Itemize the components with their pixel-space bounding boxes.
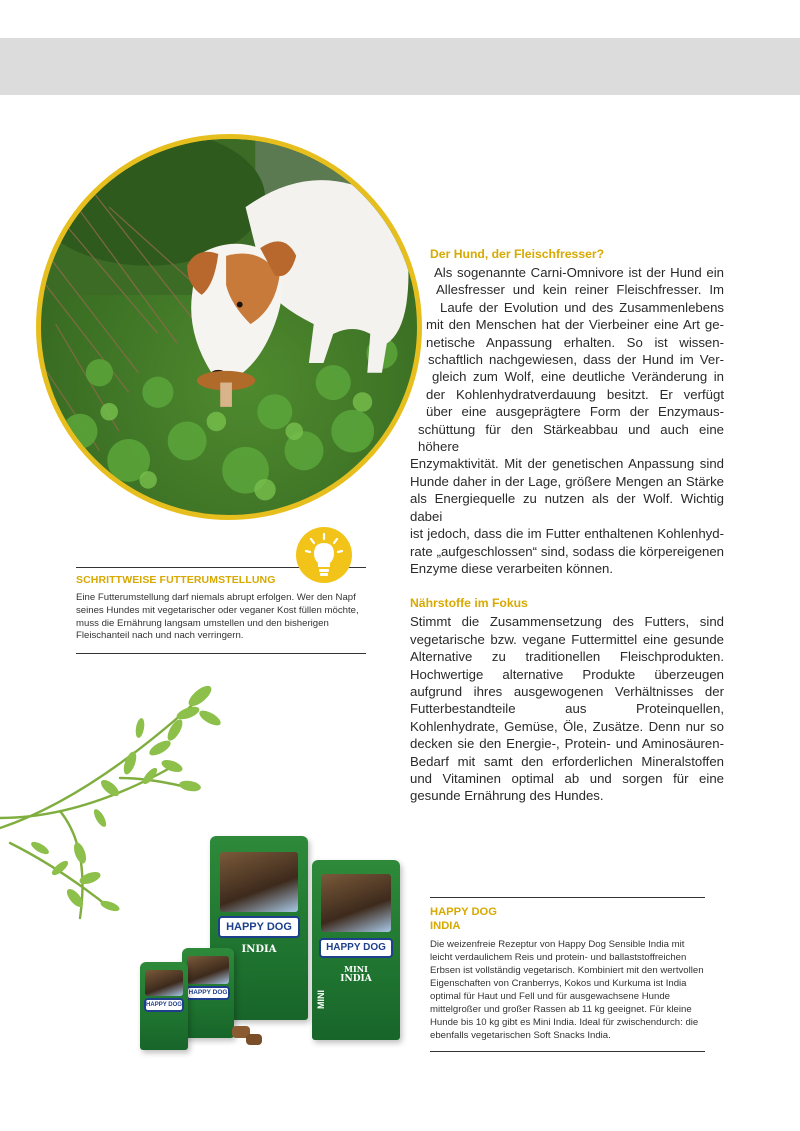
- main-article: [410, 246, 724, 805]
- snack-piece: [246, 1034, 262, 1045]
- product-title-brand: HAPPY DOG: [430, 906, 497, 918]
- heading-naehrstoffe: Nährstoffe im Fokus: [410, 596, 528, 611]
- article-line: Enzymaktivität. Mit der genetischen Anpassung sind: [410, 456, 724, 472]
- bag-variant-label: INDIA: [340, 974, 372, 984]
- product-bag-mini-india: [312, 860, 400, 1040]
- happy-dog-logo: HAPPY DOG: [144, 998, 184, 1012]
- tip-title: SCHRITTWEISE FUTTERUMSTELLUNG: [76, 574, 276, 586]
- paragraph-fleischfresser: [410, 264, 724, 577]
- product-bag-photo: [187, 956, 229, 984]
- article-line: gleich zum Wolf, eine deutliche Veränderung in: [432, 369, 724, 385]
- happy-dog-logo: HAPPY DOG: [319, 938, 393, 958]
- happy-dog-logo: HAPPY DOG: [186, 986, 230, 1000]
- product-snack-pouch: [140, 962, 188, 1050]
- article-line: Enzyme diese verarbeiten können.: [410, 560, 614, 576]
- happy-dog-india-products: [136, 830, 416, 1065]
- article-line: mit den Menschen hat der Vierbeiner eine Art ge-: [426, 317, 724, 333]
- header-band: [0, 38, 800, 95]
- article-line: schaftlich nachgewiesen, dass der Hund im Ver-: [428, 352, 724, 368]
- product-snack-pouch: [182, 948, 234, 1038]
- product-bag-photo: [220, 852, 298, 912]
- article-line: Hunde daher in der Lage, größere Mengen an Stärke: [410, 473, 724, 489]
- article-line: über eine ausgeprägtere Form der Enzymaus-: [426, 404, 724, 420]
- article-line: netische Anpassung erhalten. So ist wissen-: [426, 334, 724, 350]
- article-line: Allesfresser und kein reiner Fleischfresser. Im: [436, 282, 724, 298]
- bag-side-label: MINI: [316, 990, 326, 1009]
- tip-text: Eine Futterumstellung darf niemals abrupt erfolgen. Wer den Napf seines Hundes mit vegetarischer oder veganer Kost füllen möchte, muss die Ernährung langsam umstellen und den bisherigen Fleischanteil nach und nach verringern.: [76, 592, 359, 642]
- happy-dog-logo: HAPPY DOG: [218, 916, 300, 938]
- product-bag-photo: [145, 970, 183, 996]
- product-divider-top: [430, 897, 705, 898]
- dog-sniffing-mushroom-illustration: [41, 139, 417, 515]
- article-line: schüttung für den Stärkeabbau und auch eine höhere: [418, 421, 724, 455]
- product-title-variant: INDIA: [430, 920, 461, 932]
- paragraph-naehrstoffe: Stimmt die Zusammensetzung des Futters, sind vegetarische bzw. vegane Futtermittel eine gesunde Alternative zu traditionellen Fleischprodukten. Hochwertige alternative Produkte überzeugen aufgrund ihres ausgewogenen Verhältnisses der Futterbestandteile aus Proteinquellen, Kohlenhydrate, Gemüse, Öle, Zusätze. Denn nur so decken sie den Energie-, Protein- und Aminosäuren-Bedarf mit samt den erforderlichen Mineralstoffen und Vitaminen optimal ab und sorgen für eine gesunde Ernährung des Hundes.: [410, 614, 724, 804]
- product-divider-bottom: [430, 1051, 705, 1052]
- tip-divider-bottom: [76, 653, 366, 654]
- article-line: der Kohlenhydratverdauung besitzt. Er verfügt: [426, 386, 724, 402]
- article-line: als Energiequelle zu nutzen als der Wolf. Wichtig dabei: [410, 491, 724, 524]
- lightbulb-icon: [296, 527, 352, 583]
- bag-variant-label: MINI: [344, 964, 368, 974]
- product-description: Die weizenfreie Rezeptur von Happy Dog Sensible India mit leicht verdaulichem Reis und protein- und ballaststoffreichen Erbsen ist vollständig vegetarisch. Kombiniert mit den wertvollen Eigenschaften von Cranberrys, Kokos und Kurkuma ist India optimal für Haut und Fell und für ausgewachsene Hunde mittelgroßer und großer Rassen ab 11 kg geeignet. Für kleine Hunde bis 10 kg gibt es Mini India. Ideal für zwischendurch: die ebenfalls vegetarischen Soft Snacks India.: [430, 939, 704, 1041]
- heading-fleischfresser: Der Hund, der Fleischfresser?: [430, 247, 605, 261]
- article-line: rate „aufgeschlossen“ sind, sodass die körpereigenen: [410, 543, 724, 559]
- article-line: ist jedoch, dass die im Futter enthaltenen Kohlenhyd-: [410, 526, 724, 542]
- product-title: [430, 905, 497, 933]
- article-line: Als sogenannte Carni-Omnivore ist der Hund ein: [434, 265, 724, 280]
- dog-photo: [36, 134, 422, 520]
- article-line: Laufe der Evolution und des Zusammenlebens: [440, 299, 724, 315]
- product-bag-photo: [321, 874, 391, 932]
- bag-variant-label: INDIA: [241, 944, 277, 955]
